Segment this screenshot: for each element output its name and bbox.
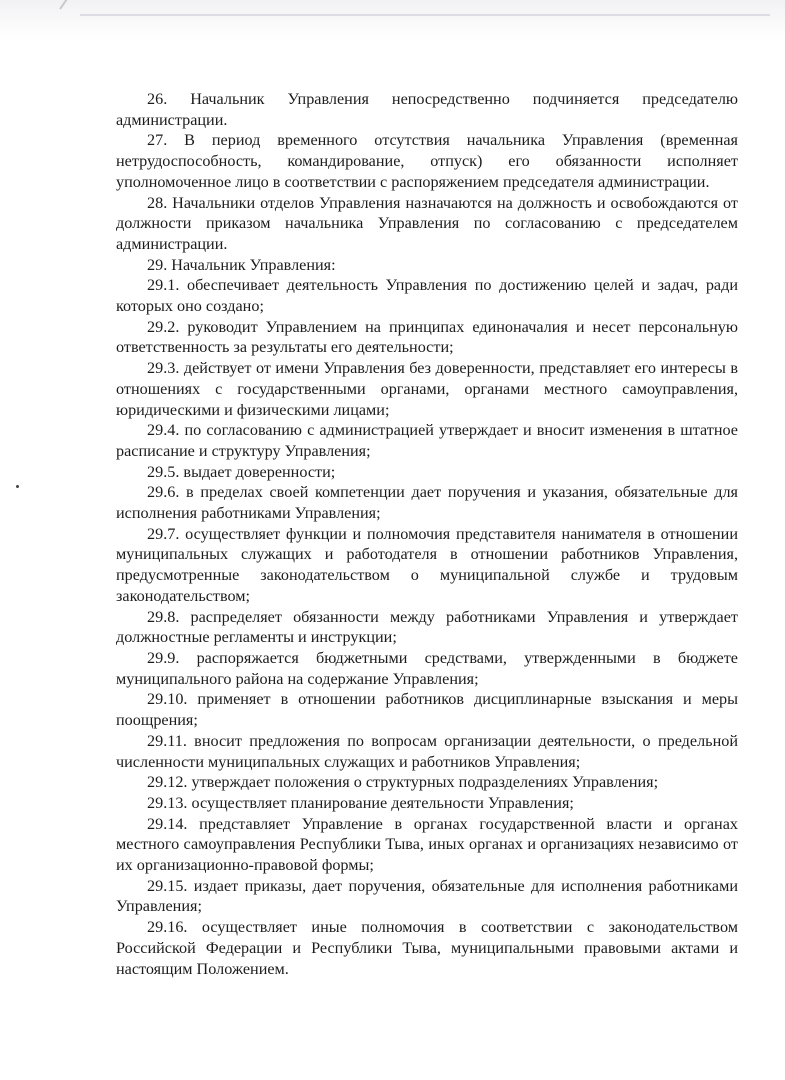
clause-29-heading: 29. Начальник Управления: xyxy=(147,255,336,274)
clause-29-16: 29.16. осуществляет иные полномочия в соответствии с законодательством Российской Федерации и Республики Тыва, муниципальными правовыми актами и настоящим Положением. xyxy=(116,918,738,978)
clause-29-14: 29.14. представляет Управление в органах государственной власти и органах местного самоуправления Республики Тыва, иных органах и организациях независимо от их организационно-правовой формы; xyxy=(116,814,738,875)
margin-dot xyxy=(16,485,19,488)
clause-29-5: 29.5. выдает доверенности; xyxy=(147,462,336,481)
clause-29-4: 29.4. по согласованию с администрацией утверждает и вносит изменения в штатное расписание и структуру Управления; xyxy=(116,421,738,460)
paper-top-edge xyxy=(80,14,770,16)
clause-27: 27. В период временного отсутствия начальника Управления (временная нетрудоспособность, командирование, отпуск) его обязанности исполняет уполномоченное лицо в соответствии с распоряжением председателя администрации. xyxy=(116,131,738,191)
clause-29-13: 29.13. осуществляет планирование деятельности Управления; xyxy=(147,793,574,812)
clause-26: 26. Начальник Управления непосредственно подчиняется председателю администрации. xyxy=(116,90,738,129)
clause-29-8: 29.8. распределяет обязанности между работниками Управления и утверждает должностные регламенты и инструкции; xyxy=(116,607,738,647)
clause-28: 28. Начальники отделов Управления назначаются на должность и освобождаются от должности приказом начальника Управления по согласованию с председателем администрации. xyxy=(116,193,738,253)
clause-29-11: 29.11. вносит предложения по вопросам организации деятельности, о предельной численности муниципальных служащих и работников Управления; xyxy=(116,731,738,771)
clause-29-3: 29.3. действует от имени Управления без доверенности, представляет его интересы в отношениях с государственными органами, органами местного самоуправления, юридическими и физическими лицами; xyxy=(116,359,738,419)
clause-29-12: 29.12. утверждает положения о структурных подразделениях Управления; xyxy=(147,773,659,792)
clause-29-2: 29.2. руководит Управлением на принципах единоначалия и несет персональную ответственность за результаты его деятельности; xyxy=(116,317,738,357)
document-page xyxy=(116,89,738,979)
clause-29-9: 29.9. распоряжается бюджетными средствами, утвержденными в бюджете муниципального района на содержание Управления; xyxy=(116,648,738,688)
clause-29-7: 29.7. осуществляет функции и полномочия представителя нанимателя в отношении муниципальных служащих и работодателя в отношении работников Управления, предусмотренные законодательством о муниципальной службе и трудовым законодательством; xyxy=(116,524,738,605)
clause-29-1: 29.1. обеспечивает деятельность Управления по достижению целей и задач, ради которых оно создано; xyxy=(116,276,738,316)
clause-29-15: 29.15. издает приказы, дает поручения, обязательные для исполнения работниками Управления; xyxy=(116,876,738,916)
scan-edge xyxy=(0,0,785,40)
clause-29-6: 29.6. в пределах своей компетенции дает поручения и указания, обязательные для исполнения работниками Управления; xyxy=(116,483,738,523)
clause-29-10: 29.10. применяет в отношении работников дисциплинарные взыскания и меры поощрения; xyxy=(116,690,738,730)
